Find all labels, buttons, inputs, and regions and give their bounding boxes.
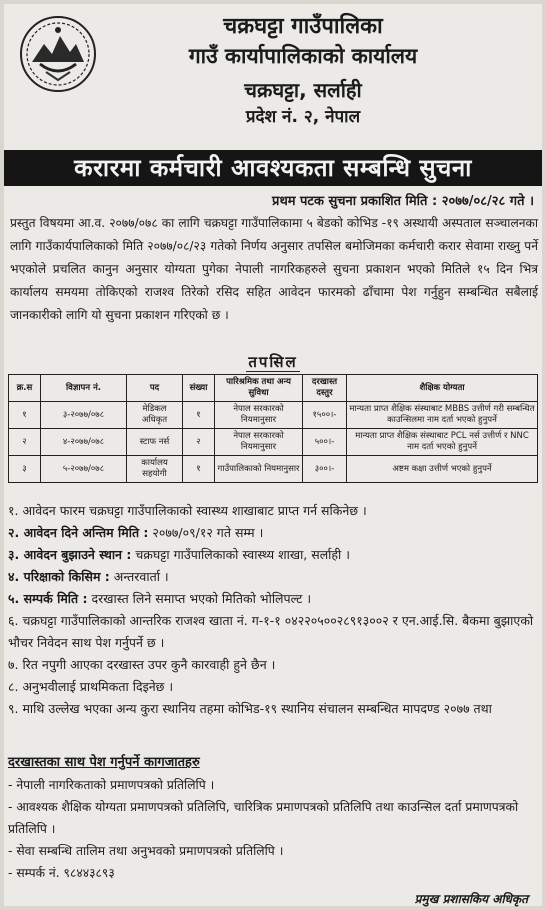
- list-item: ६. चक्रघट्टा गाउँपालिकाको आन्तरिक राजश्व खाता नं. ग-१-१ ०४२२०५००२८९१३००२ र एन.आई.सि. बैकमा बुझाएको भौचर निवेदन साथ पेश गर्नुपर्ने छ ।: [8, 613, 534, 650]
- table-cell: ५००।-: [303, 429, 347, 456]
- list-item: ७. रित नपुगी आएका दरखास्त उपर कुनै कारवाही हुने छैन ।: [8, 657, 276, 672]
- header: [4, 4, 542, 144]
- table-row: [9, 429, 538, 456]
- table-cell: नेपाल सरकारको नियमानुसार: [215, 402, 303, 429]
- table-cell: २: [9, 429, 41, 456]
- table-header-row: [9, 375, 538, 402]
- list-item: - नेपाली नागरिकताको प्रमाणपत्रको प्रतिलिपि ।: [8, 778, 215, 792]
- documents-heading: दरखास्तका साथ पेश गर्नुपर्ने कागजातहरु: [8, 755, 200, 770]
- municipality-name: चक्रघट्टा गाउँपालिका: [223, 14, 383, 39]
- table-cell: नेपाल सरकारको नियमानुसार: [215, 429, 303, 456]
- table-cell: कार्यालय सहयोगी: [127, 456, 183, 483]
- signature-title: प्रमुख प्रशासकिय अधिकृत: [414, 892, 528, 906]
- list-item: २. आवेदन दिने अन्तिम मिति : २०७७/०९/१२ गते सम्म ।: [8, 525, 264, 540]
- table-cell: गाउँपालिकाको नियमानुसार: [215, 456, 303, 483]
- table-cell: अष्टम कक्षा उत्तीर्ण भएको हुनुपर्ने: [347, 456, 538, 483]
- table-cell: स्टाफ नर्स: [127, 429, 183, 456]
- list-item: ८. अनुभवीलाई प्राथमिकता दिइनेछ ।: [8, 679, 174, 694]
- list-item: - सेवा सम्बन्धि तालिम तथा अनुभवको प्रमाणपत्रको प्रतिलिपि ।: [8, 844, 284, 858]
- table-label-text: तपसिल: [248, 353, 298, 371]
- table-cell: ३-२०७७/०७८: [41, 402, 127, 429]
- notice-sheet: [4, 4, 542, 906]
- table-cell: मान्यता प्राप्त शैक्षिक संस्थाबाट MBBS उत्तीर्ण गरी सम्बन्धित काउन्सिलमा नाम दर्ता भएको हुनुपर्ने: [347, 402, 538, 429]
- list-item: - सम्पर्क नं. ९८४४३८९३: [8, 866, 115, 880]
- documents-list: [8, 774, 540, 884]
- table-cell: १: [9, 402, 41, 429]
- table-row: [9, 456, 538, 483]
- vacancy-table: [8, 374, 538, 483]
- col-header: पद: [127, 375, 183, 402]
- col-header: संख्या: [183, 375, 215, 402]
- table-cell: १: [183, 456, 215, 483]
- publish-date: प्रथम पटक सुचना प्रकाशित मिति : २०७७/०८/२८ गते ।: [272, 194, 534, 209]
- list-item: ४. परिक्षाको किसिम : अन्तरवार्ता ।: [8, 569, 169, 584]
- list-item: १. आवेदन फारम चक्रघट्टा गाउँपालिकाको स्वास्थ्य शाखाबाट प्राप्त गर्न सकिनेछ ।: [8, 503, 367, 518]
- table-label: [4, 352, 542, 372]
- notice-items: [8, 500, 540, 720]
- col-header: शैक्षिक योग्यता: [347, 375, 538, 402]
- table-cell: ५-२०७७/०७८: [41, 456, 127, 483]
- table-cell: १५००।-: [303, 402, 347, 429]
- table-cell: १: [183, 402, 215, 429]
- col-header: क्र.स: [9, 375, 41, 402]
- table-cell: ४-२०७७/०७८: [41, 429, 127, 456]
- location: चक्रघट्टा, सर्लाही: [244, 78, 362, 102]
- table-cell: मान्यता प्राप्त शैक्षिक संस्थाबाट PCL नर्स उत्तीर्ण र NNC नाम दर्ता भएको हुनुपर्ने: [347, 429, 538, 456]
- office-name: गाउँ कार्यापालिकाको कार्यालय: [188, 44, 418, 68]
- list-item: ५. सम्पर्क मिति : दरखास्त लिने समाप्त भएको मितिको भोलिपल्ट ।: [8, 591, 312, 606]
- table-row: [9, 402, 538, 429]
- list-item: - आवश्यक शैक्षिक योग्यता प्रमाणपत्रको प्रतिलिपि, चारित्रिक प्रमाणपत्रको प्रतिलिपि तथा काउन्सिल दर्ता प्रमाणपत्रको प्रतिलिपि ।: [8, 800, 519, 836]
- table-cell: २: [183, 429, 215, 456]
- table-cell: ३: [9, 456, 41, 483]
- col-header: पारिश्रमिक तथा अन्य सुविधा: [215, 375, 303, 402]
- table-cell: मेडिकल अधिकृत: [127, 402, 183, 429]
- col-header: विज्ञापन नं.: [41, 375, 127, 402]
- col-header: दरखास्त दस्तुर: [303, 375, 347, 402]
- table-cell: ३००।-: [303, 456, 347, 483]
- province: प्रदेश नं. २, नेपाल: [245, 107, 361, 127]
- list-item: ३. आवेदन बुझाउने स्थान : चक्रघट्टा गाउँपालिकाको स्वास्थ्य शाखा, सर्लाही ।: [8, 547, 350, 562]
- notice-title-banner: करारमा कर्मचारी आवश्यकता सम्बन्धि सुचना: [4, 150, 542, 186]
- list-item: ९. माथि उल्लेख भएका अन्य कुरा स्थानिय तहमा कोभिड-१९ स्थानिय संचालन सम्बन्धित मापदण्ड २०७७ तथा: [8, 701, 492, 716]
- intro-paragraph: प्रस्तुत विषयमा आ.व. २०७७/०७८ का लागि चक्रघट्टा गाउँपालिकामा ५ बेडको कोभिड -१९ अस्थायी अस्पताल सञ्चालनका लागि गाउँकार्यपालिकाको मिति २०७७/०८/२३ गतेको निर्णय अनुसार तपसिल बमोजिमका कर्मचारी करार सेवामा राख्नु पर्ने भएकोले प्रचलित कानुन अनुसार योग्यता पुगेका नेपाली नागरिकहरुले सुचना प्रकाशन भएको मितिले १५ दिन भित्र कार्यालय समयमा तोकिएको राजश्व तिरेको रसिद सहित आवेदन फारमको ढाँचामा पेश गर्नुहुन सम्बन्धित सबैलाई जानकारीको लागि यो सुचना प्रकाशन गरिएको छ ।: [10, 216, 538, 322]
